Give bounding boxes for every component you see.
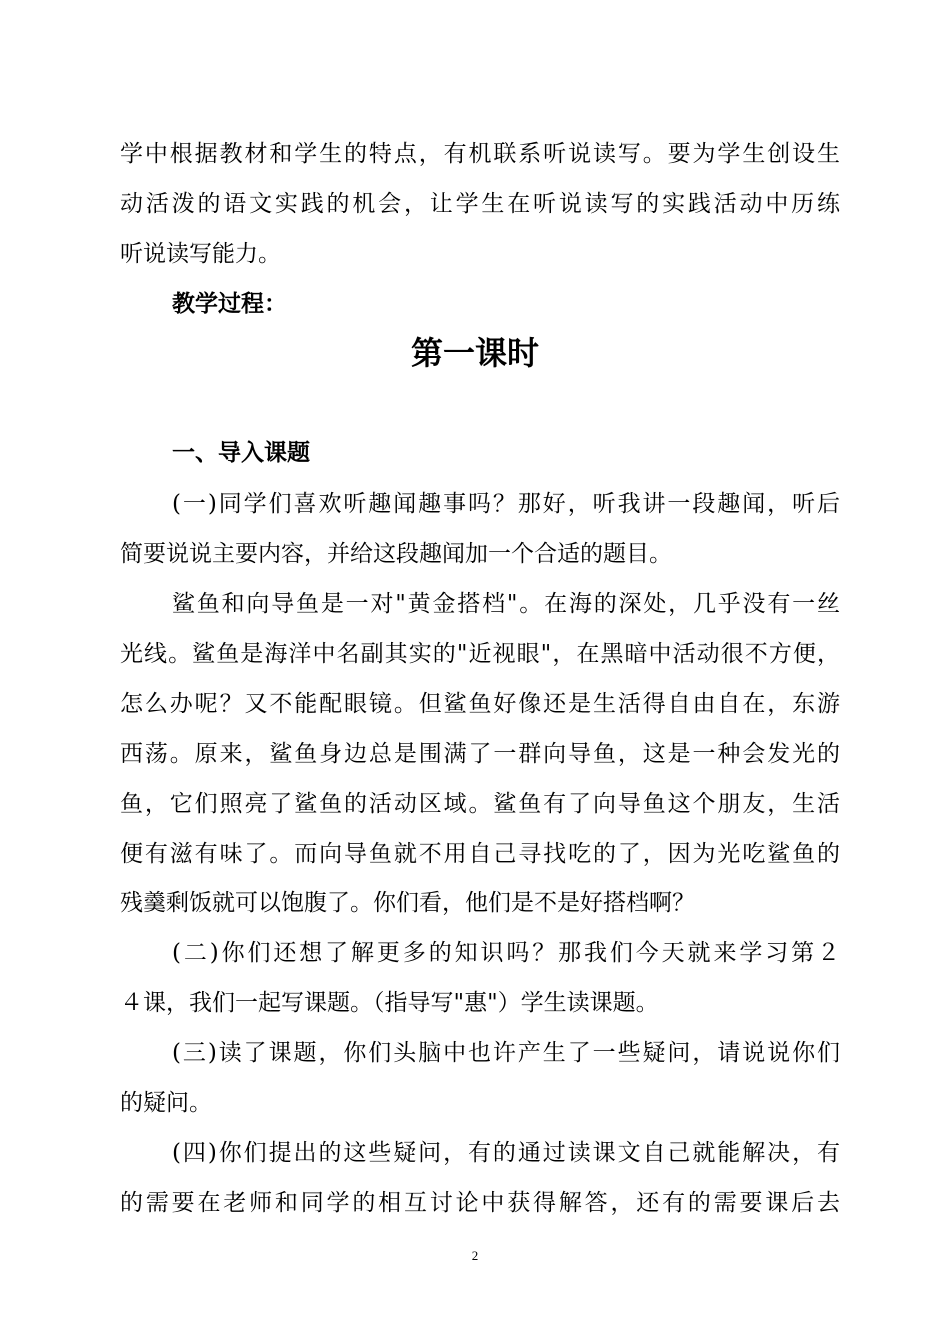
- paragraph-line: (三)读了课题，你们头脑中也许产生了一些疑问，请说说你们: [172, 1040, 840, 1066]
- paragraph-line: 便有滋有味了。而向导鱼就不用自己寻找吃的了，因为光吃鲨鱼的: [120, 841, 840, 867]
- paragraph-line: (二)你们还想了解更多的知识吗？那我们今天就来学习第２: [172, 940, 840, 966]
- paragraph-line: 鱼，它们照亮了鲨鱼的活动区域。鲨鱼有了向导鱼这个朋友，生活: [120, 791, 840, 817]
- page-number: 2: [471, 1248, 479, 1263]
- paragraph-line: 听说读写能力。: [120, 241, 281, 267]
- paragraph-line: ４课，我们一起写课题。（指导写"惠"）学生读课题。: [120, 990, 659, 1016]
- paragraph-line: (四)你们提出的这些疑问，有的通过读课文自己就能解决，有: [172, 1140, 840, 1166]
- paragraph-line: 怎么办呢？又不能配眼镜。但鲨鱼好像还是生活得自由自在，东游: [120, 691, 840, 717]
- paragraph-line: 学中根据教材和学生的特点，有机联系听说读写。要为学生创设生: [120, 141, 840, 167]
- teaching-process-heading: 教学过程：: [172, 291, 287, 317]
- paragraph-line: 的疑问。: [120, 1090, 212, 1116]
- paragraph-line: 简要说说主要内容，并给这段趣闻加一个合适的题目。: [120, 541, 672, 567]
- paragraph-line: 西荡。原来，鲨鱼身边总是围满了一群向导鱼，这是一种会发光的: [120, 741, 840, 767]
- paragraph-line: 光线。鲨鱼是海洋中名副其实的"近视眼"，在黑暗中活动很不方便，: [120, 641, 840, 667]
- paragraph-line: 的需要在老师和同学的相互讨论中获得解答，还有的需要课后去: [120, 1190, 840, 1216]
- paragraph-line: 鲨鱼和向导鱼是一对"黄金搭档"。在海的深处，几乎没有一丝: [172, 591, 840, 617]
- paragraph-line: 动活泼的语文实践的机会，让学生在听说读写的实践活动中历练: [120, 191, 840, 217]
- paragraph-line: 残羹剩饭就可以饱腹了。你们看，他们是不是好搭档啊？: [120, 890, 695, 916]
- section-heading: 一、导入课题: [172, 440, 310, 466]
- lesson-title: 第一课时: [410, 334, 539, 372]
- paragraph-line: (一)同学们喜欢听趣闻趣事吗？那好，听我讲一段趣闻，听后: [172, 491, 840, 517]
